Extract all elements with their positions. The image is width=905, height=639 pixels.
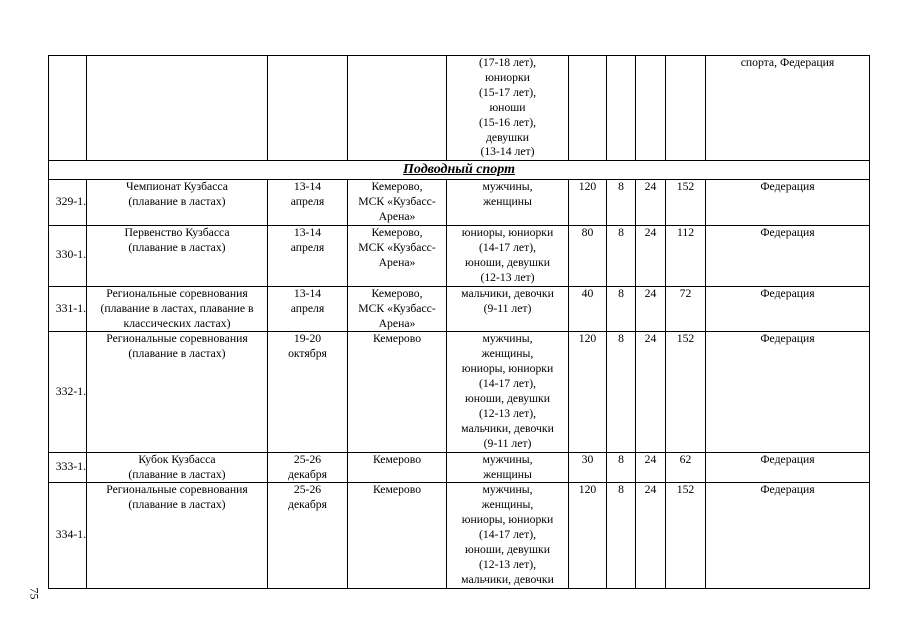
cell-category: (17-18 лет), юниорки (15-17 лет), юноши (15-16 лет), девушки (13-14 лет) (447, 56, 569, 161)
cell-total: 152 (666, 180, 706, 226)
section-row (49, 161, 870, 180)
cell-organizer: Федерация (706, 452, 870, 483)
cell-name (87, 56, 268, 161)
cell-category: юниоры, юниорки (14-17 лет), юноши, девушки (12-13 лет) (447, 226, 569, 287)
cell-place: Кемерово (348, 483, 447, 588)
cell-athletes: 120 (569, 483, 607, 588)
events-table (48, 55, 870, 589)
cell-name: Кубок Кузбасса (плавание в ластах) (87, 452, 268, 483)
cell-judges: 8 (607, 226, 636, 287)
cell-place: Кемерово (348, 332, 447, 452)
cell-total: 152 (666, 332, 706, 452)
cell-judges: 8 (607, 180, 636, 226)
cell-name: Региональные соревнования (плавание в ластах) (87, 332, 268, 452)
table-row (49, 226, 870, 287)
cell-name: Чемпионат Кузбасса (плавание в ластах) (87, 180, 268, 226)
cell-organizer: Федерация (706, 226, 870, 287)
cell-dates: 13-14 апреля (268, 286, 348, 332)
cell-category: мужчины, женщины (447, 180, 569, 226)
cell-num (49, 56, 87, 161)
page-number: 75 (27, 587, 42, 600)
cell-athletes: 120 (569, 332, 607, 452)
cell-total (666, 56, 706, 161)
table-row (49, 483, 870, 588)
cell-dates: 25-26 декабря (268, 452, 348, 483)
cell-num: 331-1. (49, 286, 87, 332)
cell-place: Кемерово (348, 452, 447, 483)
cell-staff: 24 (636, 286, 666, 332)
cell-category: мальчики, девочки (9-11 лет) (447, 286, 569, 332)
cell-num: 329-1. (49, 180, 87, 226)
cell-dates (268, 56, 348, 161)
cell-judges: 8 (607, 452, 636, 483)
cell-place (348, 56, 447, 161)
cell-judges: 8 (607, 286, 636, 332)
cell-organizer: Федерация (706, 332, 870, 452)
cell-organizer: спорта, Федерация (706, 56, 870, 161)
cell-dates: 19-20 октября (268, 332, 348, 452)
cell-category: мужчины, женщины, юниоры, юниорки (14-17 лет), юноши, девушки (12-13 лет), мальчики, девочки (9-11 лет) (447, 332, 569, 452)
cell-category: мужчины, женщины, юниоры, юниорки (14-17 лет), юноши, девушки (12-13 лет), мальчики, девочки (447, 483, 569, 588)
cell-organizer: Федерация (706, 180, 870, 226)
table-row (49, 286, 870, 332)
cell-total: 112 (666, 226, 706, 287)
cell-name: Региональные соревнования (плавание в ластах, плавание в классических ластах) (87, 286, 268, 332)
cell-judges: 8 (607, 332, 636, 452)
cell-staff: 24 (636, 452, 666, 483)
cell-total: 72 (666, 286, 706, 332)
cell-athletes: 80 (569, 226, 607, 287)
cell-staff (636, 56, 666, 161)
cell-total: 152 (666, 483, 706, 588)
cell-num: 330-1. (49, 226, 87, 287)
cell-dates: 13-14 апреля (268, 226, 348, 287)
table-row (49, 180, 870, 226)
table-row (49, 452, 870, 483)
cell-athletes: 40 (569, 286, 607, 332)
section-title: Подводный спорт (49, 161, 870, 180)
cell-judges (607, 56, 636, 161)
cell-name: Первенство Кузбасса (плавание в ластах) (87, 226, 268, 287)
cell-total: 62 (666, 452, 706, 483)
cell-athletes: 30 (569, 452, 607, 483)
cell-staff: 24 (636, 332, 666, 452)
cell-num: 332-1. (49, 332, 87, 452)
cell-num: 334-1. (49, 483, 87, 588)
continuation-row (49, 56, 870, 161)
cell-dates: 25-26 декабря (268, 483, 348, 588)
cell-dates: 13-14 апреля (268, 180, 348, 226)
cell-judges: 8 (607, 483, 636, 588)
cell-place: Кемерово, МСК «Кузбасс- Арена» (348, 180, 447, 226)
cell-name: Региональные соревнования (плавание в ластах) (87, 483, 268, 588)
cell-staff: 24 (636, 483, 666, 588)
cell-organizer: Федерация (706, 483, 870, 588)
table-row (49, 332, 870, 452)
cell-athletes: 120 (569, 180, 607, 226)
cell-num: 333-1. (49, 452, 87, 483)
cell-organizer: Федерация (706, 286, 870, 332)
cell-place: Кемерово, МСК «Кузбасс- Арена» (348, 226, 447, 287)
cell-athletes (569, 56, 607, 161)
cell-category: мужчины, женщины (447, 452, 569, 483)
cell-place: Кемерово, МСК «Кузбасс- Арена» (348, 286, 447, 332)
cell-staff: 24 (636, 180, 666, 226)
cell-staff: 24 (636, 226, 666, 287)
